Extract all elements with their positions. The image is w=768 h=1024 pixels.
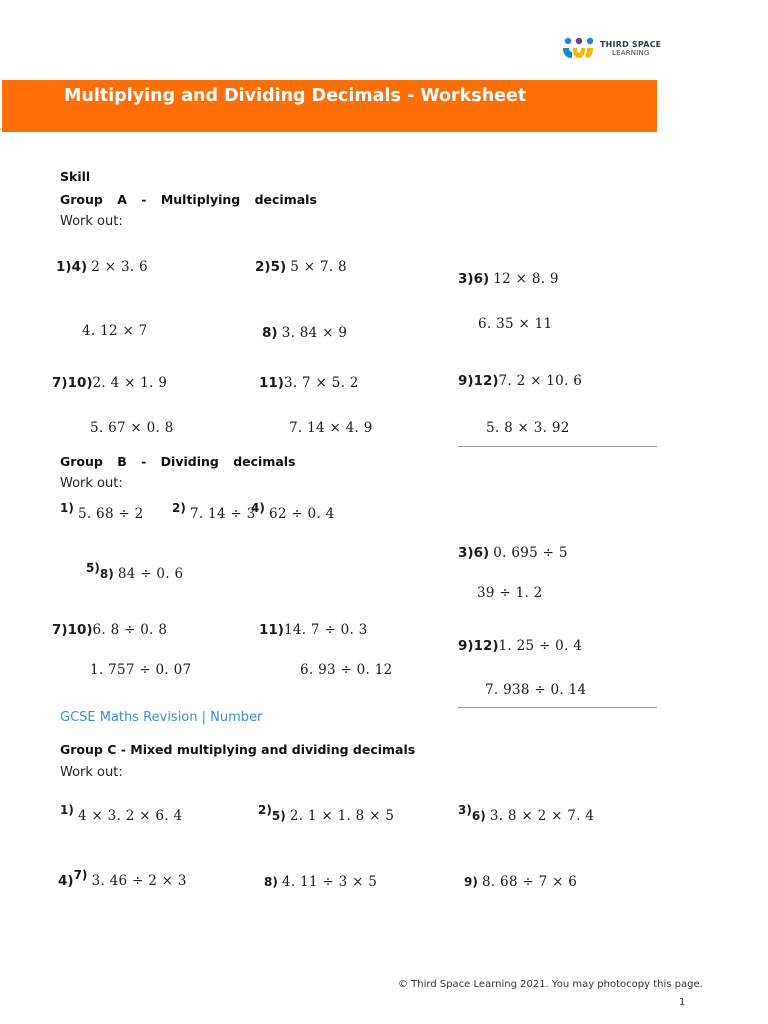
question-b11 [259,622,368,638]
question-expression: 6. 35 × 11 [478,316,553,332]
question-expression: 4. 11 ÷ 3 × 5 [281,874,378,890]
question-expression: 7. 2 × 10. 6 [498,373,583,389]
question-b9 [458,638,582,654]
question-expression: 3. 8 × 2 × 7. 4 [489,808,595,824]
question-expression: 5. 68 ÷ 2 [77,506,144,522]
question-expression: 3. 7 × 5. 2 [283,375,359,391]
question-expression: 4 × 3. 2 × 6. 4 [77,808,183,824]
question-a7 [52,375,167,391]
question-number: 9)12) [458,373,499,389]
group-c-instruction: Work out: [60,765,123,780]
group-a-heading-word: Group [60,192,103,207]
question-c2 [258,803,395,824]
group-b-heading-word: - [141,454,147,469]
question-b12-row [485,682,586,698]
group-c-heading: Group C - Mixed multiplying and dividing decimals [60,742,416,757]
question-c9 [464,874,577,890]
question-b6 [477,585,543,601]
question-expression: 6. 8 ÷ 0. 8 [92,622,168,638]
question-expression: 62 ÷ 0. 4 [268,506,335,522]
question-number: 3)6) [458,545,490,561]
question-b4 [251,501,335,522]
logo-line-2: LEARNING [612,49,650,57]
group-a-heading-word: decimals [254,192,317,207]
question-number: 1) [60,803,74,817]
page-title: Multiplying and Dividing Decimals - Worksheet [64,86,527,106]
question-expression: 84 ÷ 0. 6 [117,566,184,582]
question-expression: 7. 14 ÷ 3 [189,506,256,522]
question-b11-row [300,662,393,678]
question-number: 3) [458,803,472,817]
question-number: 9)12) [458,638,499,654]
question-b1 [60,501,144,522]
question-expression: 5. 8 × 3. 92 [486,420,570,436]
group-a-instruction: Work out: [60,214,123,229]
question-expression: 5. 67 × 0. 8 [90,420,174,436]
question-b2 [172,501,256,522]
question-number: 5) [271,809,286,823]
divider-line [458,707,657,708]
question-number: 4) [58,873,74,889]
question-c4 [58,868,187,889]
question-expression: 2. 1 × 1. 8 × 5 [289,808,395,824]
question-expression: 7. 14 × 4. 9 [289,420,373,436]
question-expression: 4. 12 × 7 [82,323,148,339]
question-expression: 2 × 3. 6 [91,259,148,275]
group-b-heading-word: Dividing [160,454,219,469]
group-a-heading [60,192,317,207]
skill-label: Skill [60,169,91,184]
question-number: 1) [60,501,74,515]
question-number: 2)5) [255,259,287,275]
third-space-learning-logo [560,36,670,64]
question-expression: 14. 7 ÷ 0. 3 [283,622,368,638]
group-a-heading-word: A [117,192,127,207]
page-number: 1 [679,997,686,1008]
question-number: 2) [172,501,186,515]
question-expression: 5 × 7. 8 [290,259,347,275]
question-number: 8) [99,567,114,581]
question-number: 7)10) [52,622,93,638]
footer-copyright: © Third Space Learning 2021. You may photocopy this page. [398,979,703,990]
question-a8 [262,325,347,341]
question-c3 [458,803,595,824]
title-bar [2,80,657,132]
group-b-heading-word: Group [60,454,103,469]
question-b5 [86,561,184,582]
question-expression: 3. 46 ÷ 2 × 3 [91,873,187,889]
question-number: 9) [464,875,478,889]
group-a-heading-word: - [141,192,147,207]
logo-line-1: THIRD SPACE [600,40,662,49]
question-number: 7)10) [52,375,93,391]
question-number: 8) [264,875,278,889]
group-b-heading-word: B [117,454,127,469]
question-b3 [458,545,568,561]
question-a6 [478,316,552,332]
question-a5-row [90,420,174,436]
question-number: 11) [259,375,284,391]
question-expression: 1. 757 ÷ 0. 07 [90,662,192,678]
question-a4 [82,323,148,339]
question-a3 [458,271,559,287]
question-a8-row [486,420,570,436]
question-number: 2) [258,803,272,817]
question-b10-row [90,662,191,678]
question-a2 [255,259,347,275]
question-c1 [60,803,183,824]
question-b7 [52,622,167,638]
question-a1 [56,259,148,275]
question-number: 4) [251,501,265,515]
logo-wordmark [600,40,661,58]
question-a9 [458,373,582,389]
revision-link[interactable]: GCSE Maths Revision | Number [60,710,263,725]
question-expression: 2. 4 × 1. 9 [92,375,168,391]
question-number: 5) [86,561,100,575]
question-number: 8) [262,325,278,341]
question-expression: 12 × 8. 9 [493,271,559,287]
question-expression: 39 ÷ 1. 2 [477,585,543,601]
question-number: 7) [73,868,88,882]
question-expression: 7. 938 ÷ 0. 14 [485,682,587,698]
group-b-heading-word: decimals [233,454,296,469]
divider-line [458,446,657,447]
question-expression: 1. 25 ÷ 0. 4 [498,638,583,654]
question-number: 1)4) [56,259,88,275]
group-a-heading-word: Multiplying [160,192,241,207]
group-b-instruction: Work out: [60,476,123,491]
question-number: 11) [259,622,284,638]
question-a7-row [289,420,373,436]
question-number: 3)6) [458,271,490,287]
question-a11 [259,375,359,391]
question-c8 [264,874,377,890]
group-b-heading [60,454,296,469]
question-expression: 6. 93 ÷ 0. 12 [300,662,393,678]
question-expression: 0. 695 ÷ 5 [493,545,568,561]
logo-mark-icon [560,36,598,62]
question-expression: 3. 84 × 9 [281,325,348,341]
question-expression: 8. 68 ÷ 7 × 6 [481,874,578,890]
question-number: 6) [471,809,486,823]
